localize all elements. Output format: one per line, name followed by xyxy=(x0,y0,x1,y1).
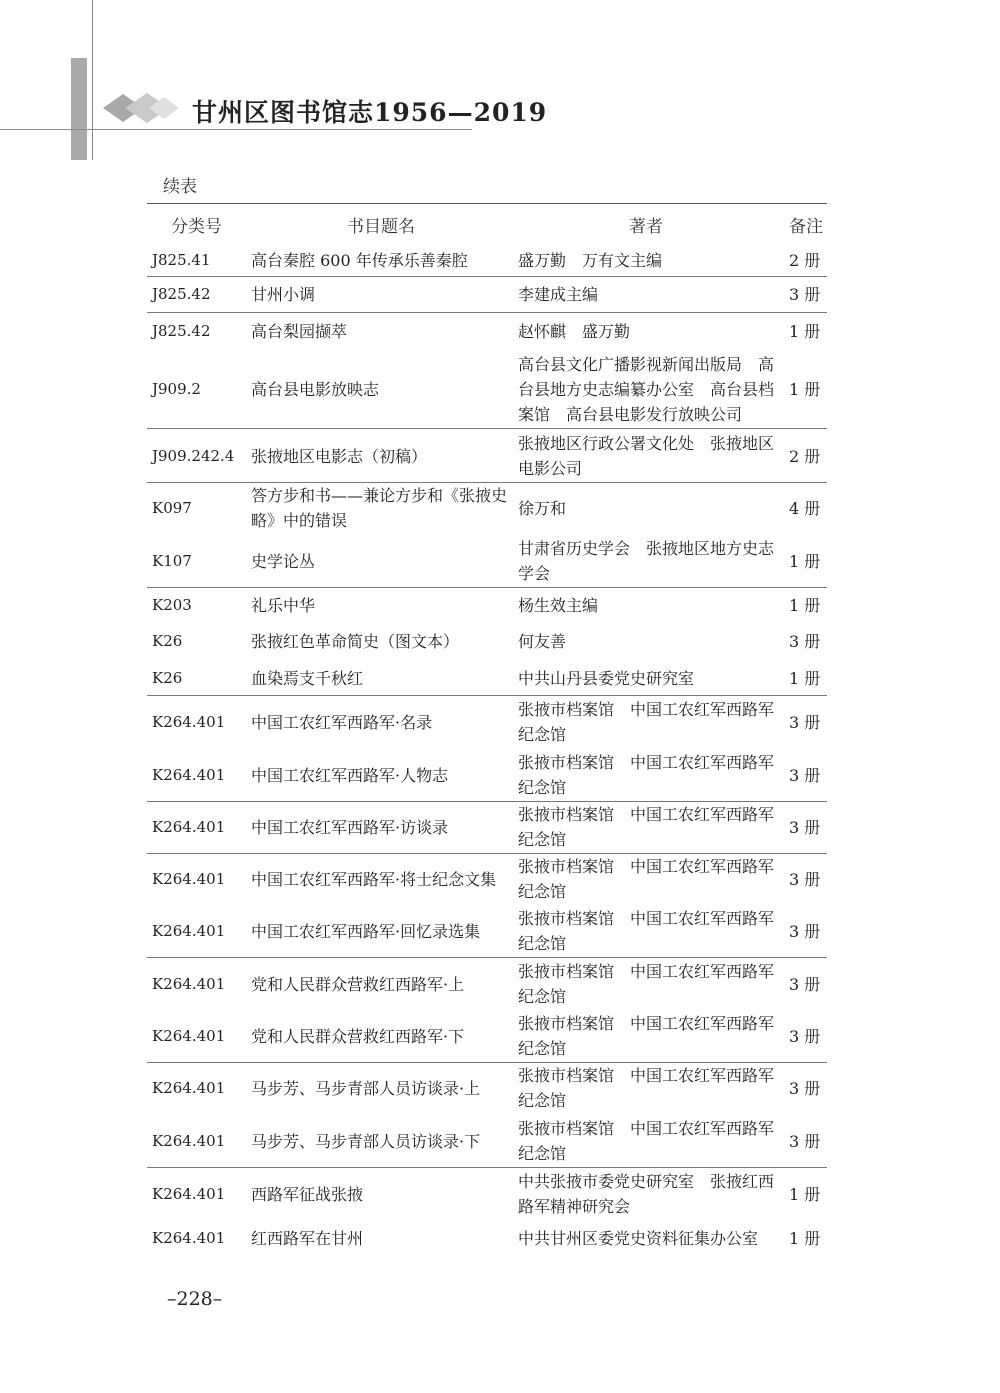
cell-title: 血染焉支千秋红 xyxy=(251,668,364,688)
table-row xyxy=(147,1011,827,1061)
table-row xyxy=(147,1169,827,1219)
cell-author: 张掖市档案馆 中国工农红军西路军纪念馆 xyxy=(518,700,775,744)
table-row xyxy=(147,1221,827,1255)
cell-note: 3 册 xyxy=(789,1026,821,1046)
table-row xyxy=(147,906,827,956)
cell-code: K264.401 xyxy=(152,1078,226,1097)
cell-title: 红西路军在甘州 xyxy=(251,1228,364,1248)
cell-title: 中国工农红军西路军·将士纪念文集 xyxy=(251,869,497,889)
cell-code: K107 xyxy=(152,551,192,570)
cell-author: 张掖市档案馆 中国工农红军西路军纪念馆 xyxy=(518,909,775,953)
cell-title: 中国工农红军西路军·名录 xyxy=(251,712,433,732)
cell-code: J909.242.4 xyxy=(152,446,235,465)
cell-note: 1 册 xyxy=(789,1228,821,1248)
cell-note: 3 册 xyxy=(789,974,821,994)
cell-code: K264.401 xyxy=(152,1026,226,1045)
cell-author: 何友善 xyxy=(518,631,567,651)
cell-note: 1 册 xyxy=(789,668,821,688)
cell-note: 1 册 xyxy=(789,595,821,615)
cell-note: 3 册 xyxy=(789,1131,821,1151)
cell-title: 甘州小调 xyxy=(251,285,316,304)
row-divider xyxy=(147,312,827,313)
cell-note: 3 册 xyxy=(789,765,821,785)
cell-author: 张掖市档案馆 中国工农红军西路军纪念馆 xyxy=(518,753,775,797)
table-row xyxy=(147,483,827,533)
cell-code: K264.401 xyxy=(152,1228,226,1247)
cell-author: 张掖市档案馆 中国工农红军西路军纪念馆 xyxy=(518,1014,775,1058)
table-row xyxy=(147,589,827,621)
cell-author: 李建成主编 xyxy=(518,285,599,304)
cell-code: K26 xyxy=(152,631,183,650)
cell-author: 高台县文化广播影视新闻出版局 高台县地方史志编纂办公室 高台县档案馆 高台县电影发行放映公司 xyxy=(518,355,775,424)
table-row xyxy=(147,1063,827,1113)
column-header-author: 著者 xyxy=(629,217,663,237)
cell-note: 3 册 xyxy=(789,921,821,941)
cell-code: K26 xyxy=(152,668,183,687)
cell-note: 3 册 xyxy=(789,285,821,304)
header-decor-vertical-line xyxy=(92,0,93,160)
cell-title: 党和人民群众营救红西路军·下 xyxy=(251,1026,465,1046)
cell-code: K264.401 xyxy=(152,974,226,993)
cell-author: 杨生效主编 xyxy=(518,595,599,615)
cell-title: 高台秦腔 600 年传承乐善秦腔 xyxy=(251,250,468,270)
cell-title: 中国工农红军西路军·人物志 xyxy=(251,765,449,785)
cell-title: 高台县电影放映志 xyxy=(251,380,380,399)
cell-title: 答方步和书——兼论方步和《张掖史略》中的错误 xyxy=(251,486,508,530)
table-row xyxy=(147,315,827,348)
cell-author: 张掖市档案馆 中国工农红军西路军纪念馆 xyxy=(518,1119,775,1163)
column-header-code: 分类号 xyxy=(171,217,222,237)
cell-author: 张掖市档案馆 中国工农红军西路军纪念馆 xyxy=(518,962,775,1006)
table-row xyxy=(147,352,827,427)
cell-note: 2 册 xyxy=(789,446,821,466)
page-number: –228– xyxy=(167,1288,223,1310)
table-row xyxy=(147,697,827,747)
row-divider xyxy=(147,695,827,696)
row-divider xyxy=(147,587,827,588)
cell-code: K264.401 xyxy=(152,817,226,836)
row-divider xyxy=(147,482,827,483)
table-row xyxy=(147,662,827,694)
cell-note: 3 册 xyxy=(789,631,821,651)
cell-author: 张掖市档案馆 中国工农红军西路军纪念馆 xyxy=(518,805,775,849)
cell-code: K264.401 xyxy=(152,1184,226,1203)
cell-code: K264.401 xyxy=(152,921,226,940)
header-rule xyxy=(0,129,472,130)
cell-author: 甘肃省历史学会 张掖地区地方史志学会 xyxy=(518,539,775,583)
cell-code: J825.42 xyxy=(152,322,211,340)
row-divider xyxy=(147,853,827,854)
cell-title: 西路军征战张掖 xyxy=(251,1184,364,1204)
cell-author: 盛万勤 万有文主编 xyxy=(518,250,663,270)
table-top-rule xyxy=(147,203,827,204)
row-divider xyxy=(147,1062,827,1063)
cell-code: J909.2 xyxy=(152,380,201,398)
cell-title: 马步芳、马步青部人员访谈录·上 xyxy=(251,1078,481,1098)
cell-note: 3 册 xyxy=(789,1078,821,1098)
row-divider xyxy=(147,957,827,958)
table-row xyxy=(147,1116,827,1166)
cell-author: 中共甘州区委党史资料征集办公室 xyxy=(518,1228,759,1248)
cell-author: 张掖市档案馆 中国工农红军西路军纪念馆 xyxy=(518,857,775,901)
row-divider xyxy=(147,801,827,802)
cell-author: 中共张掖市委党史研究室 张掖红西路军精神研究会 xyxy=(518,1172,775,1216)
cell-code: K264.401 xyxy=(152,1131,226,1150)
cell-code: K264.401 xyxy=(152,869,226,888)
cell-note: 3 册 xyxy=(789,817,821,837)
cell-title: 张掖地区电影志（初稿） xyxy=(251,446,428,466)
table-row xyxy=(147,245,827,275)
cell-author: 徐万和 xyxy=(518,498,567,518)
cell-note: 1 册 xyxy=(789,322,821,341)
table-row xyxy=(147,625,827,657)
cell-code: K264.401 xyxy=(152,712,226,731)
row-divider xyxy=(147,1167,827,1168)
cell-note: 3 册 xyxy=(789,869,821,889)
cell-note: 3 册 xyxy=(789,712,821,732)
cell-note: 2 册 xyxy=(789,250,821,270)
table-row xyxy=(147,959,827,1009)
cell-code: K203 xyxy=(152,595,192,614)
cell-title: 中国工农红军西路军·回忆录选集 xyxy=(251,921,481,941)
running-title: 甘州区图书馆志1956—2019 xyxy=(192,98,548,127)
column-header-note: 备注 xyxy=(789,217,823,237)
column-header-title: 书目题名 xyxy=(347,217,415,237)
table-caption: 续表 xyxy=(163,177,197,197)
header-decor-bar xyxy=(71,58,87,160)
table-row xyxy=(147,536,827,586)
cell-author: 张掖市档案馆 中国工农红军西路军纪念馆 xyxy=(518,1066,775,1110)
cell-title: 马步芳、马步青部人员访谈录·下 xyxy=(251,1131,481,1151)
table-row xyxy=(147,278,827,311)
cell-author: 中共山丹县委党史研究室 xyxy=(518,668,695,688)
cell-author: 赵怀麒 盛万勤 xyxy=(518,322,631,341)
cell-note: 1 册 xyxy=(789,1184,821,1204)
cell-author: 张掖地区行政公署文化处 张掖地区电影公司 xyxy=(518,434,775,478)
row-divider xyxy=(147,276,827,277)
cell-title: 礼乐中华 xyxy=(251,595,316,615)
cell-code: J825.42 xyxy=(152,285,211,303)
diamond-ornament-icon xyxy=(103,88,193,128)
cell-title: 党和人民群众营救红西路军·上 xyxy=(251,974,465,994)
cell-code: K264.401 xyxy=(152,765,226,784)
cell-code: K097 xyxy=(152,498,192,517)
table-row xyxy=(147,802,827,852)
cell-note: 1 册 xyxy=(789,380,821,399)
cell-note: 4 册 xyxy=(789,498,821,518)
cell-title: 中国工农红军西路军·访谈录 xyxy=(251,817,449,837)
cell-title: 张掖红色革命简史（图文本） xyxy=(251,631,460,651)
cell-code: J825.41 xyxy=(152,250,211,269)
row-divider xyxy=(147,428,827,429)
cell-title: 史学论丛 xyxy=(251,551,316,571)
table-row xyxy=(147,854,827,904)
table-row xyxy=(147,431,827,481)
cell-title: 高台梨园撷萃 xyxy=(251,322,348,341)
table-row xyxy=(147,750,827,800)
cell-note: 1 册 xyxy=(789,551,821,571)
